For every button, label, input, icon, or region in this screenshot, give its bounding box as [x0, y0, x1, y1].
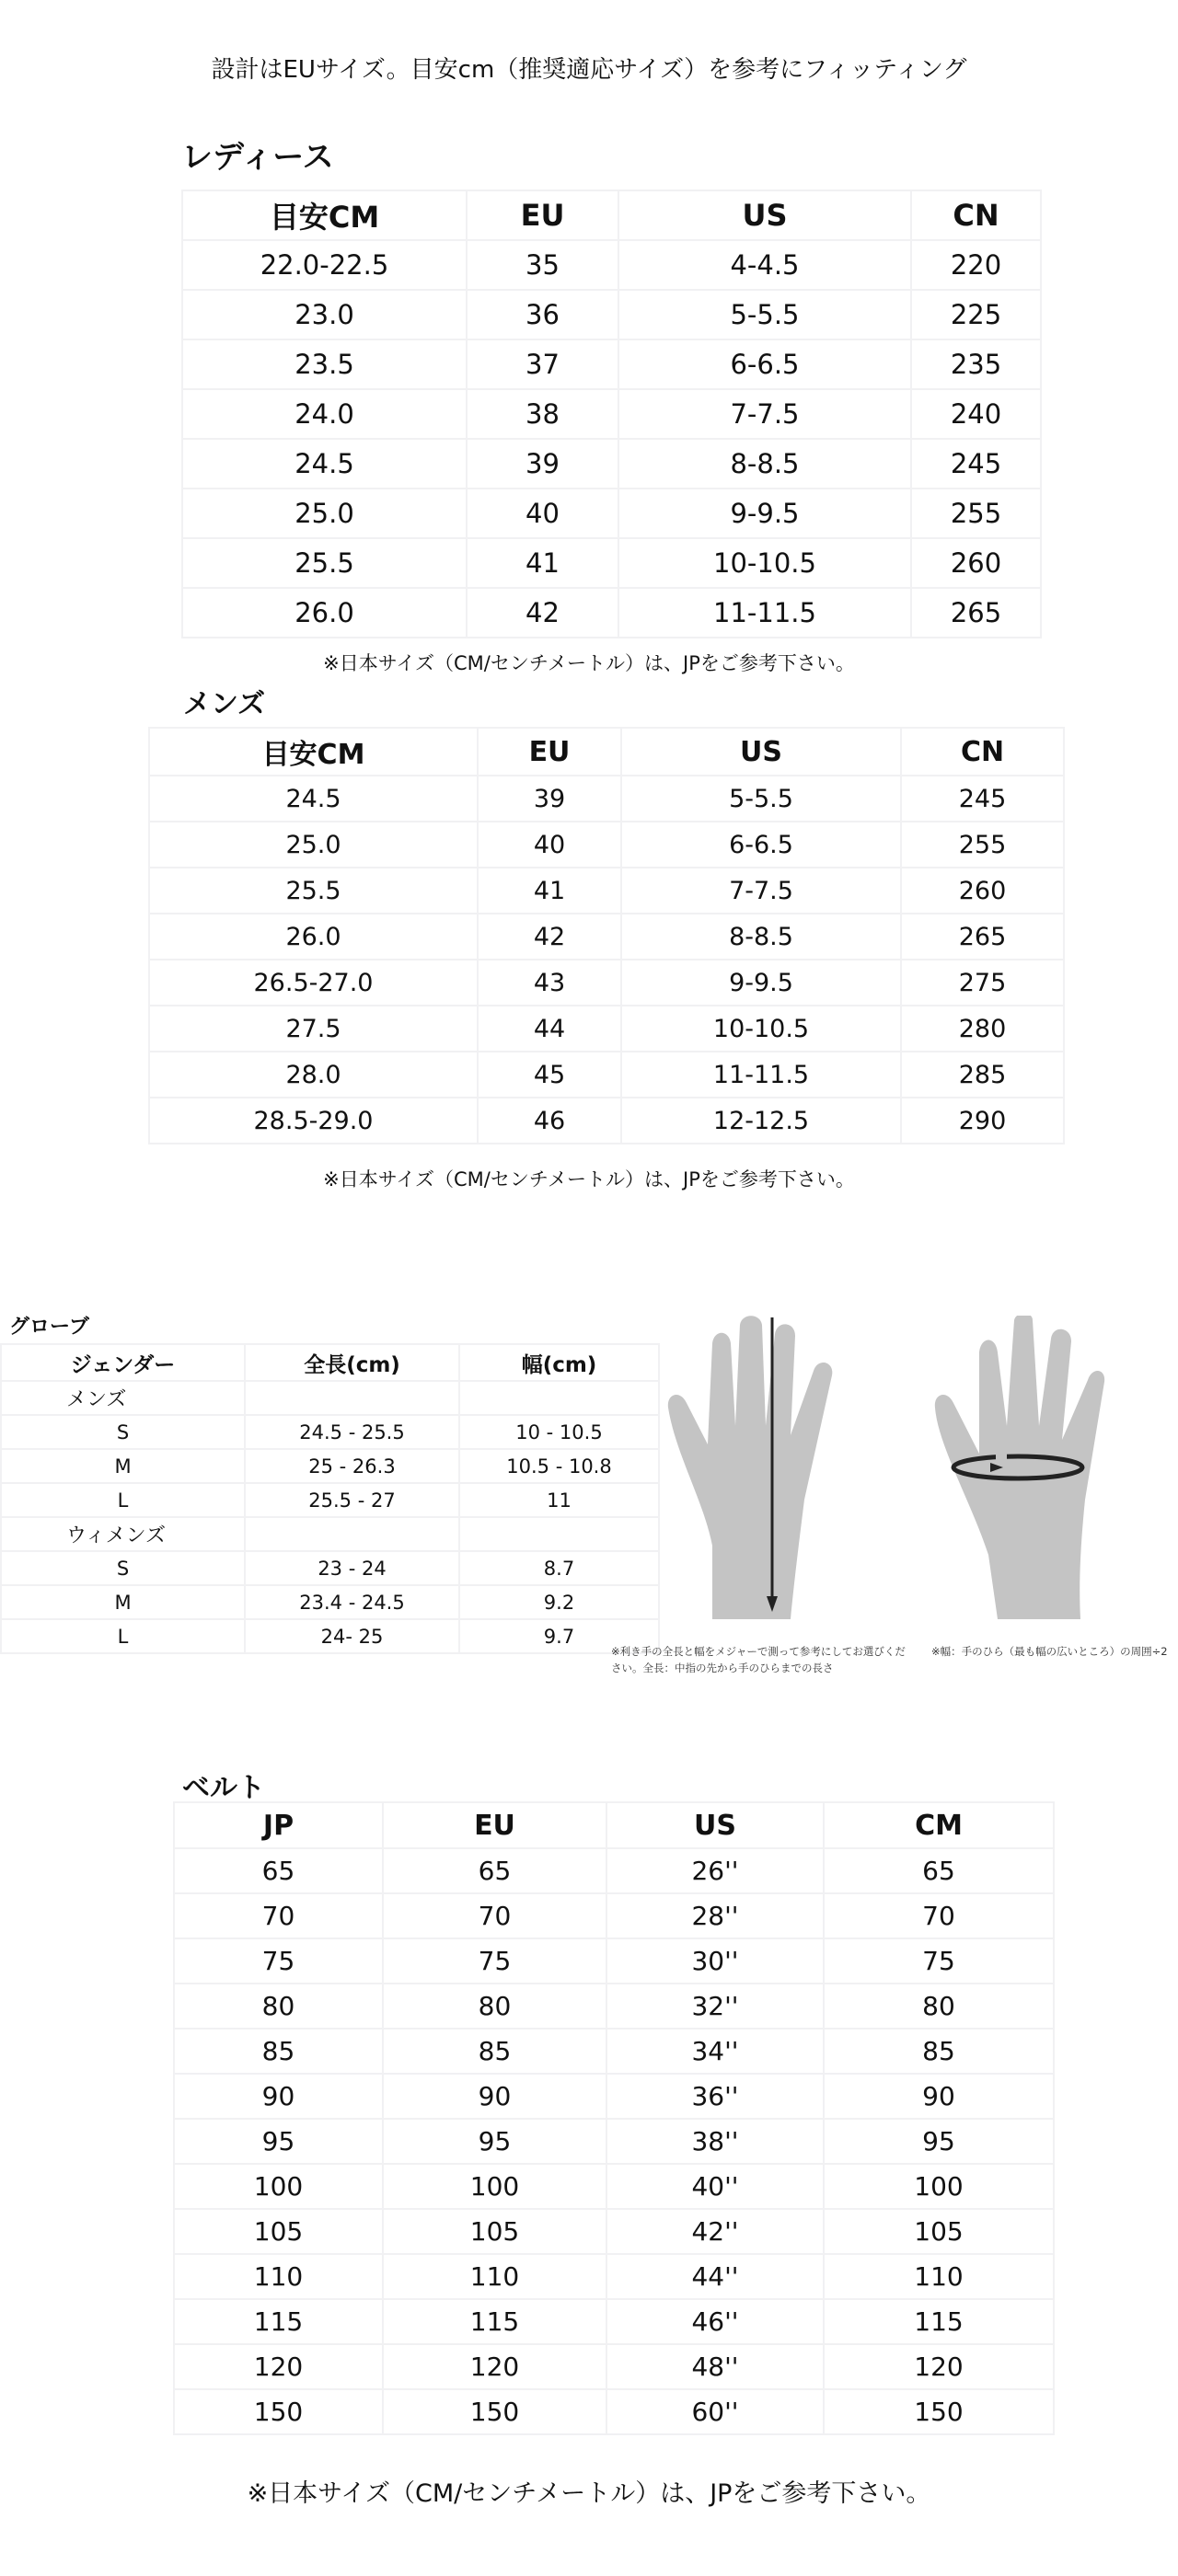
table-row	[182, 489, 1041, 538]
table-cell: 115	[174, 2299, 383, 2344]
table-cell: 35	[467, 240, 618, 290]
table-cell: 8.7	[459, 1551, 659, 1585]
table-cell: 26.0	[182, 588, 467, 638]
table-cell: M	[1, 1585, 245, 1619]
table-cell: 225	[911, 290, 1041, 339]
table-cell: 120	[383, 2344, 606, 2389]
table-cell: 6-6.5	[621, 822, 901, 868]
table-row	[174, 2299, 1054, 2344]
table-cell: 9-9.5	[621, 960, 901, 1006]
column-header: US	[606, 1802, 824, 1848]
table-cell: 9.2	[459, 1585, 659, 1619]
table-cell: 24.5	[149, 776, 478, 822]
table-row	[149, 776, 1064, 822]
table-cell: 90	[174, 2074, 383, 2119]
table-cell: 75	[174, 1938, 383, 1984]
table-cell: 280	[901, 1006, 1064, 1052]
table-cell: 120	[174, 2344, 383, 2389]
table-row	[1, 1483, 659, 1517]
table-cell: 70	[174, 1893, 383, 1938]
table-cell: M	[1, 1449, 245, 1483]
table-cell: 28.5-29.0	[149, 1098, 478, 1144]
ladies-title: レディース	[181, 139, 334, 176]
column-header: US	[618, 190, 911, 240]
column-header: US	[621, 728, 901, 776]
table-cell: 40	[478, 822, 621, 868]
column-header: CN	[911, 190, 1041, 240]
table-cell: 260	[901, 868, 1064, 914]
table-row	[174, 2029, 1054, 2074]
table-cell: 85	[383, 2029, 606, 2074]
column-header: 全長(cm)	[245, 1344, 459, 1381]
table-cell: 245	[901, 776, 1064, 822]
table-cell: 65	[383, 1848, 606, 1893]
table-cell: 23.5	[182, 339, 467, 389]
table-row	[182, 389, 1041, 439]
table-cell: 7-7.5	[621, 868, 901, 914]
table-row	[149, 822, 1064, 868]
column-header: 目安CM	[149, 728, 478, 776]
table-header-row	[182, 190, 1041, 240]
table-cell: 43	[478, 960, 621, 1006]
table-cell: 26.5-27.0	[149, 960, 478, 1006]
table-cell: 9-9.5	[618, 489, 911, 538]
table-cell: 7-7.5	[618, 389, 911, 439]
table-cell: 5-5.5	[618, 290, 911, 339]
table-cell: 42''	[606, 2209, 824, 2254]
glove-width-caption: ※幅：手のひら（最も幅の広いところ）の周囲÷2	[931, 1645, 1168, 1658]
mens-size-table	[148, 727, 1065, 1144]
table-cell: 23.4 - 24.5	[245, 1585, 459, 1619]
table-cell: 235	[911, 339, 1041, 389]
table-cell: 120	[824, 2344, 1054, 2389]
table-cell: 11-11.5	[621, 1052, 901, 1098]
table-cell: 100	[174, 2164, 383, 2209]
table-cell: 46''	[606, 2299, 824, 2344]
table-cell: 11	[459, 1483, 659, 1517]
table-row	[149, 868, 1064, 914]
table-cell: 41	[467, 538, 618, 588]
table-cell: 8-8.5	[618, 439, 911, 489]
table-cell: 10-10.5	[618, 538, 911, 588]
table-cell: 42	[478, 914, 621, 960]
table-cell: 85	[174, 2029, 383, 2074]
hand-width-icon	[935, 1316, 1104, 1619]
column-header: 幅(cm)	[459, 1344, 659, 1381]
table-cell: 10 - 10.5	[459, 1415, 659, 1449]
table-cell: 285	[901, 1052, 1064, 1098]
table-cell: 27.5	[149, 1006, 478, 1052]
table-row	[182, 538, 1041, 588]
table-cell: 42	[467, 588, 618, 638]
table-cell: 38''	[606, 2119, 824, 2164]
column-header: 目安CM	[182, 190, 467, 240]
table-cell: 25.0	[182, 489, 467, 538]
table-cell: 9.7	[459, 1619, 659, 1653]
table-cell: 265	[911, 588, 1041, 638]
table-header-row	[174, 1802, 1054, 1848]
group-row	[1, 1381, 659, 1415]
table-cell: 95	[383, 2119, 606, 2164]
table-cell: 115	[824, 2299, 1054, 2344]
glove-title: グローブ	[9, 1316, 89, 1339]
table-cell: 34''	[606, 2029, 824, 2074]
table-row	[1, 1585, 659, 1619]
table-cell: 100	[383, 2164, 606, 2209]
table-header-row	[1, 1344, 659, 1381]
table-cell: 245	[911, 439, 1041, 489]
table-cell: 24- 25	[245, 1619, 459, 1653]
table-row	[182, 588, 1041, 638]
table-row	[1, 1415, 659, 1449]
table-cell: 32''	[606, 1984, 824, 2029]
glove-size-table	[0, 1343, 660, 1654]
table-row	[174, 2254, 1054, 2299]
table-row	[1, 1551, 659, 1585]
table-cell: 8-8.5	[621, 914, 901, 960]
belt-size-table	[173, 1801, 1055, 2435]
table-cell: 25 - 26.3	[245, 1449, 459, 1483]
column-header: JP	[174, 1802, 383, 1848]
table-row	[1, 1619, 659, 1653]
table-cell: 46	[478, 1098, 621, 1144]
table-cell: 48''	[606, 2344, 824, 2389]
belt-note: ※日本サイズ（CM/センチメートル）は、JPをご参考下さい。	[247, 2479, 931, 2508]
table-cell: 110	[824, 2254, 1054, 2299]
table-cell: 220	[911, 240, 1041, 290]
table-cell: 115	[383, 2299, 606, 2344]
column-header: CN	[901, 728, 1064, 776]
table-cell: 24.5 - 25.5	[245, 1415, 459, 1449]
table-row	[149, 1052, 1064, 1098]
table-cell: 150	[824, 2389, 1054, 2434]
column-header: EU	[478, 728, 621, 776]
column-header: CM	[824, 1802, 1054, 1848]
table-row	[149, 1098, 1064, 1144]
table-cell: 80	[383, 1984, 606, 2029]
table-row	[149, 960, 1064, 1006]
belt-title: ベルト	[182, 1772, 265, 1804]
group-row	[1, 1517, 659, 1551]
table-cell: 260	[911, 538, 1041, 588]
mens-note: ※日本サイズ（CM/センチメートル）は、JPをご参考下さい。	[323, 1168, 855, 1190]
table-cell: 24.0	[182, 389, 467, 439]
hand-measurement-illustration	[666, 1316, 1178, 1624]
table-cell: 38	[467, 389, 618, 439]
ladies-size-table	[181, 190, 1042, 638]
table-cell: 240	[911, 389, 1041, 439]
table-cell: 80	[174, 1984, 383, 2029]
table-cell: 275	[901, 960, 1064, 1006]
table-cell: 90	[824, 2074, 1054, 2119]
table-row	[174, 2344, 1054, 2389]
table-row	[174, 2074, 1054, 2119]
table-cell: 60''	[606, 2389, 824, 2434]
table-cell: 110	[174, 2254, 383, 2299]
table-row	[182, 240, 1041, 290]
table-row	[174, 1848, 1054, 1893]
table-row	[182, 290, 1041, 339]
table-cell: 12-12.5	[621, 1098, 901, 1144]
table-cell: 36''	[606, 2074, 824, 2119]
mens-title: メンズ	[183, 688, 266, 720]
table-cell: 255	[901, 822, 1064, 868]
table-cell: 44''	[606, 2254, 824, 2299]
table-cell: 65	[824, 1848, 1054, 1893]
table-cell: 40	[467, 489, 618, 538]
table-cell: L	[1, 1619, 245, 1653]
table-cell: 23 - 24	[245, 1551, 459, 1585]
table-cell: 95	[824, 2119, 1054, 2164]
table-cell: 95	[174, 2119, 383, 2164]
group-label: メンズ	[1, 1381, 245, 1415]
table-cell: 25.5	[149, 868, 478, 914]
table-cell: 26''	[606, 1848, 824, 1893]
table-cell: 36	[467, 290, 618, 339]
table-cell: 90	[383, 2074, 606, 2119]
hand-length-icon	[668, 1316, 833, 1619]
table-cell: 26.0	[149, 914, 478, 960]
table-row	[174, 2164, 1054, 2209]
table-cell: S	[1, 1415, 245, 1449]
table-cell: 5-5.5	[621, 776, 901, 822]
table-cell: 39	[467, 439, 618, 489]
table-cell: 70	[383, 1893, 606, 1938]
table-cell: 100	[824, 2164, 1054, 2209]
table-row	[1, 1449, 659, 1483]
table-cell: 45	[478, 1052, 621, 1098]
table-cell: 10-10.5	[621, 1006, 901, 1052]
table-cell: 40''	[606, 2164, 824, 2209]
table-cell: 39	[478, 776, 621, 822]
table-cell	[245, 1381, 459, 1415]
table-cell: 150	[174, 2389, 383, 2434]
table-cell: 85	[824, 2029, 1054, 2074]
table-cell: 75	[824, 1938, 1054, 1984]
table-cell: 10.5 - 10.8	[459, 1449, 659, 1483]
table-cell: 37	[467, 339, 618, 389]
table-cell: 290	[901, 1098, 1064, 1144]
table-cell: 80	[824, 1984, 1054, 2029]
table-cell: 70	[824, 1893, 1054, 1938]
table-cell: 41	[478, 868, 621, 914]
table-cell: 24.5	[182, 439, 467, 489]
table-cell: 28.0	[149, 1052, 478, 1098]
table-row	[174, 2389, 1054, 2434]
table-cell: 4-4.5	[618, 240, 911, 290]
table-cell: 75	[383, 1938, 606, 1984]
table-cell: 25.5	[182, 538, 467, 588]
table-row	[174, 1938, 1054, 1984]
table-cell: L	[1, 1483, 245, 1517]
table-cell: 25.5 - 27	[245, 1483, 459, 1517]
table-cell: 105	[383, 2209, 606, 2254]
column-header: EU	[467, 190, 618, 240]
ladies-note: ※日本サイズ（CM/センチメートル）は、JPをご参考下さい。	[323, 652, 855, 674]
table-cell: 105	[174, 2209, 383, 2254]
table-cell: S	[1, 1551, 245, 1585]
table-row	[182, 439, 1041, 489]
table-cell: 22.0-22.5	[182, 240, 467, 290]
table-cell: 150	[383, 2389, 606, 2434]
table-row	[174, 1893, 1054, 1938]
table-cell: 6-6.5	[618, 339, 911, 389]
table-cell: 65	[174, 1848, 383, 1893]
table-header-row	[149, 728, 1064, 776]
table-cell: 25.0	[149, 822, 478, 868]
table-row	[149, 914, 1064, 960]
table-cell: 28''	[606, 1893, 824, 1938]
column-header: ジェンダー	[1, 1344, 245, 1381]
glove-length-caption: ※利き手の全長と幅をメジャーで測って参考にしてお選びください。全長：中指の先から手のひらまでの長さ	[611, 1645, 906, 1674]
table-cell: 255	[911, 489, 1041, 538]
table-cell: 30''	[606, 1938, 824, 1984]
table-row	[174, 2119, 1054, 2164]
table-row	[149, 1006, 1064, 1052]
table-cell: 110	[383, 2254, 606, 2299]
table-cell	[245, 1517, 459, 1551]
table-row	[174, 1984, 1054, 2029]
table-row	[182, 339, 1041, 389]
intro-text: 設計はEUサイズ。目安cm（推奨適応サイズ）を参考にフィッティング	[211, 56, 967, 84]
table-cell: 23.0	[182, 290, 467, 339]
group-label: ウィメンズ	[1, 1517, 245, 1551]
table-cell: 265	[901, 914, 1064, 960]
table-cell: 44	[478, 1006, 621, 1052]
table-cell	[459, 1381, 659, 1415]
table-cell	[459, 1517, 659, 1551]
table-cell: 11-11.5	[618, 588, 911, 638]
table-cell: 105	[824, 2209, 1054, 2254]
table-row	[174, 2209, 1054, 2254]
column-header: EU	[383, 1802, 606, 1848]
